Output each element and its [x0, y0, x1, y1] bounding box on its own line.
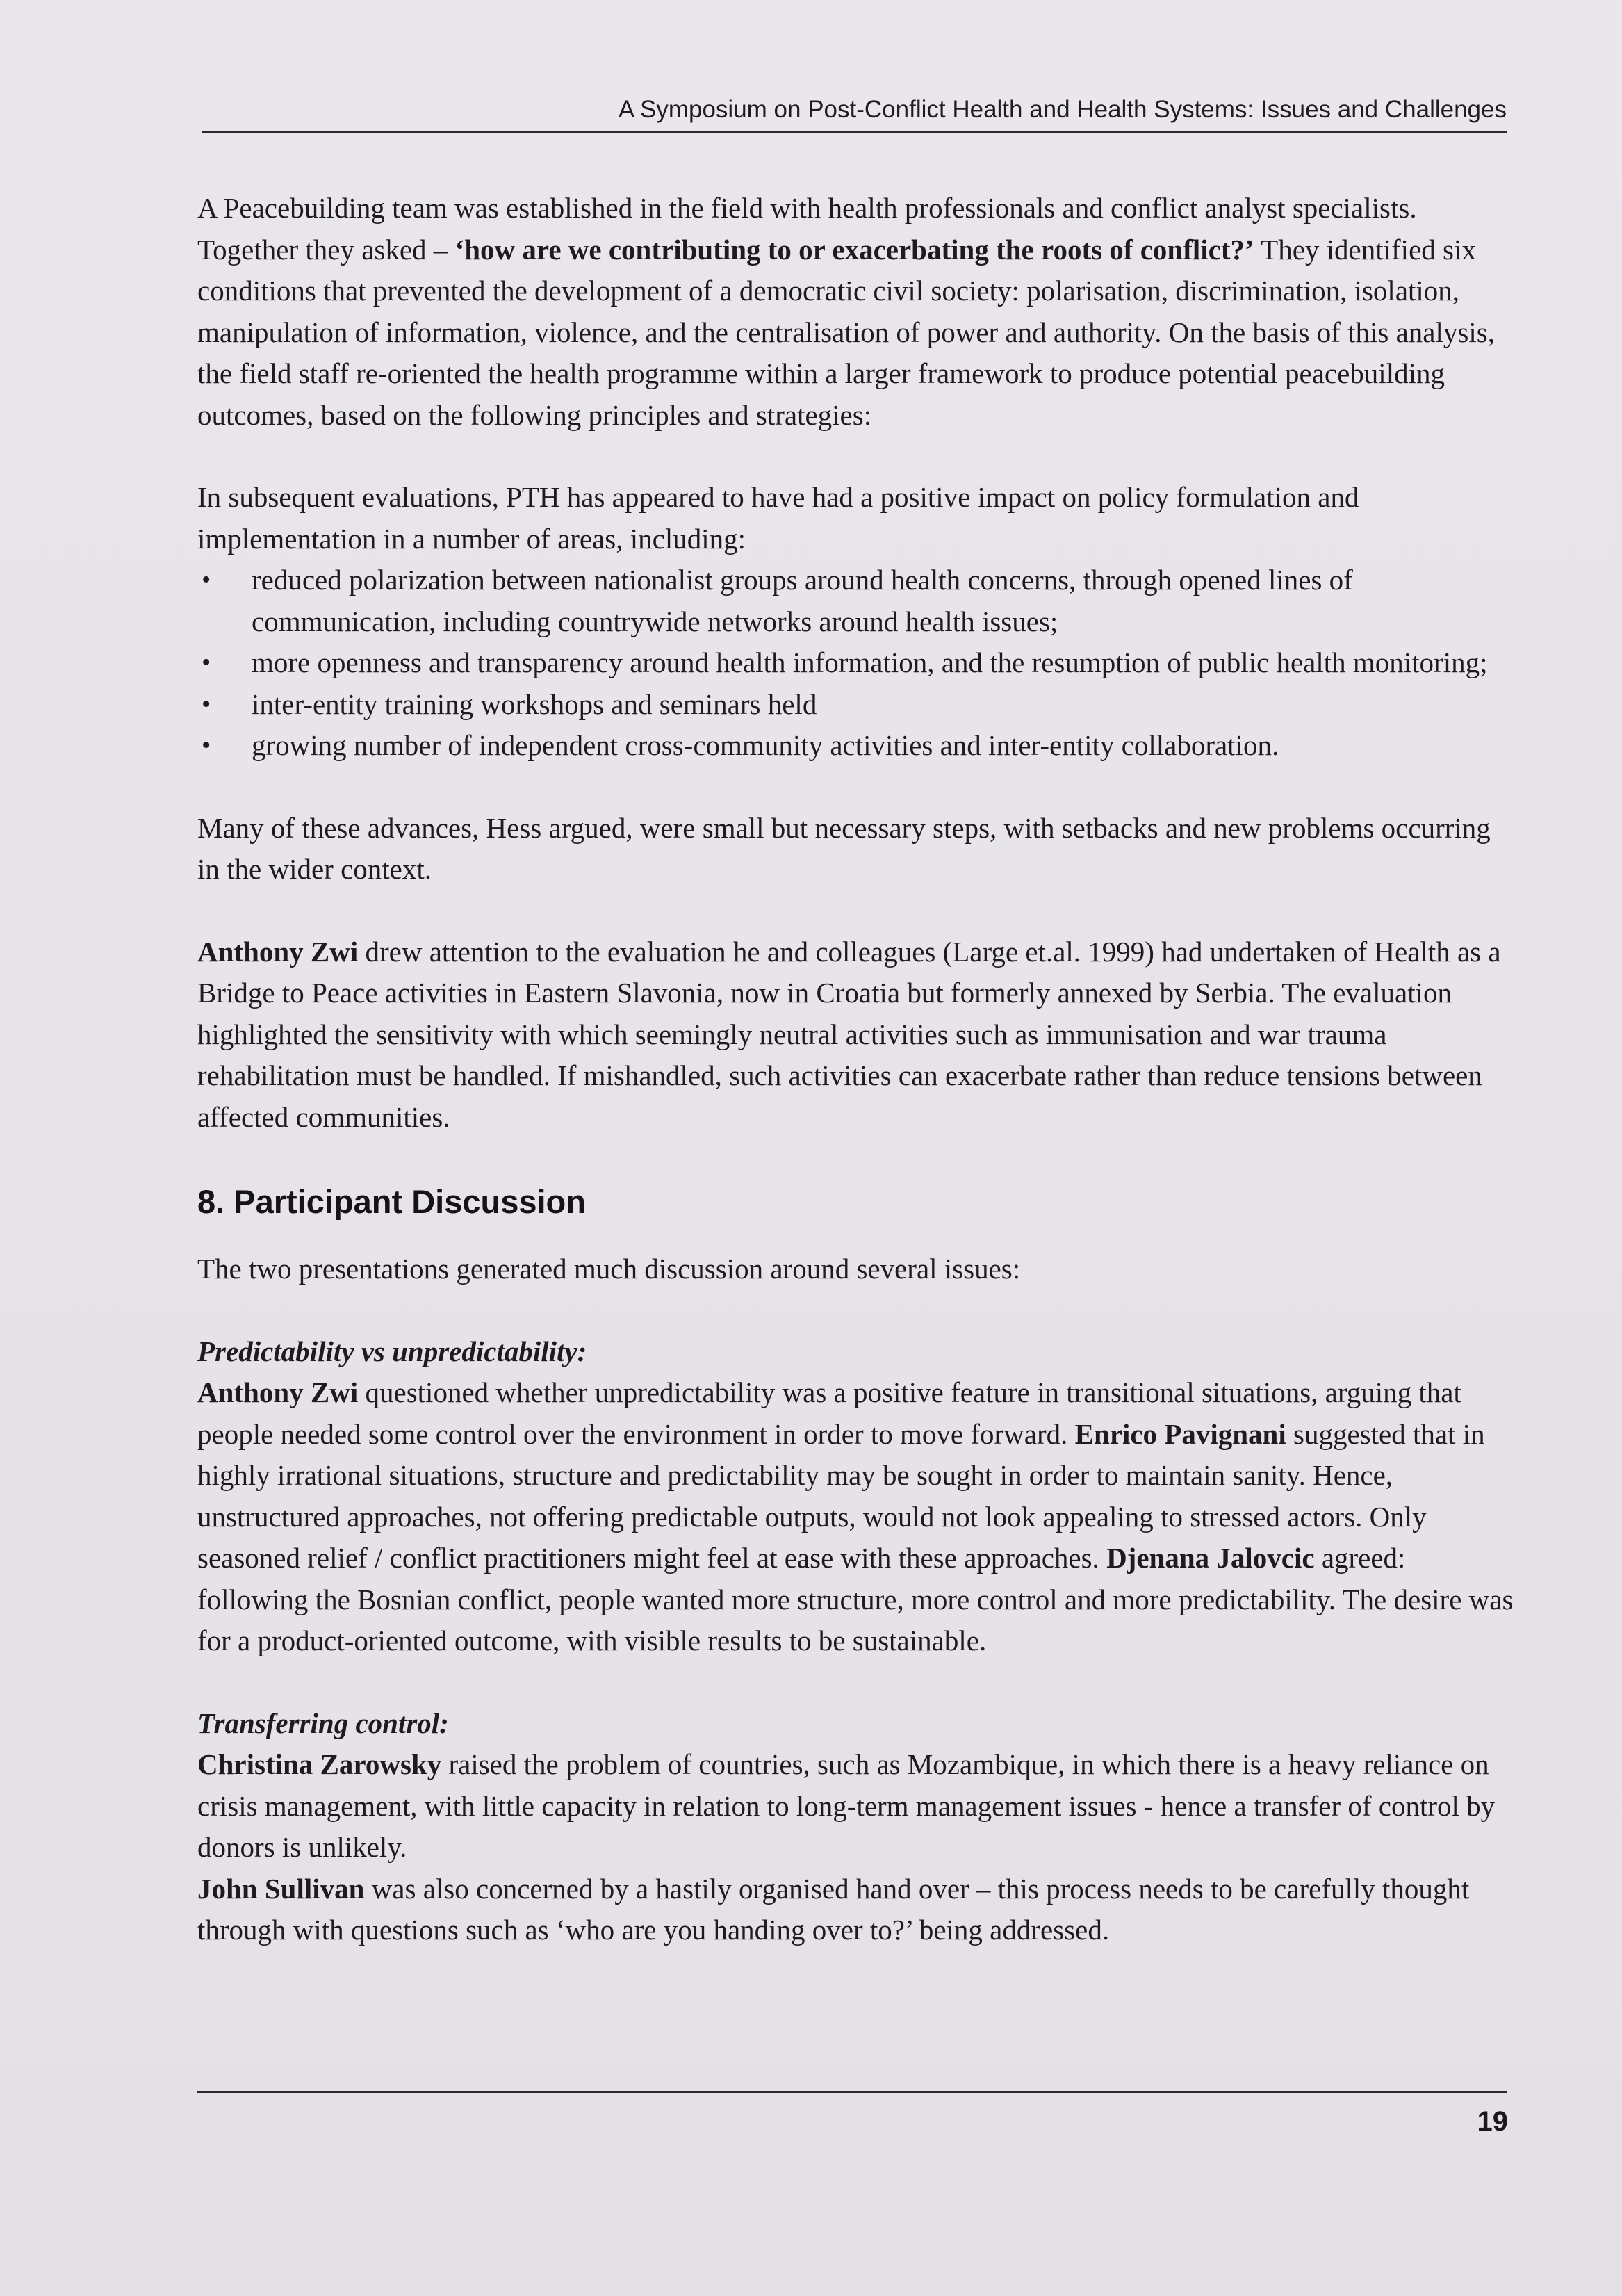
paragraph-discussion-intro: The two presentations generated much discussion around several issues:	[197, 1253, 1021, 1285]
speaker-name: Enrico Pavignani	[1074, 1417, 1286, 1450]
running-header: A Symposium on Post-Conflict Health and Health Systems: Issues and Challenges	[202, 89, 1507, 133]
speaker-name: John Sullivan	[197, 1872, 365, 1905]
paragraph-text: agreed: following the Bosnian conflict, people wanted more structure, more control and more predictability. The desire was for a product-oriented outcome, with visible results to be sustainable.	[197, 1542, 1514, 1656]
paragraph-text: was also concerned by a hastily organised hand over – this process needs to be carefully thought through with questions such as ‘who are you handing over to?’ being addressed.	[197, 1872, 1470, 1946]
paragraph-evaluations: In subsequent evaluations, PTH has appeared to have had a positive impact on policy formulation and implementation in a number of areas, including:	[197, 481, 1359, 555]
bullet-icon: •	[202, 648, 211, 677]
bullet-icon: •	[202, 689, 211, 719]
list-item-text: inter-entity training workshops and seminars held	[252, 687, 817, 720]
list-item-text: more openness and transparency around health information, and the resumption of public health monitoring;	[252, 646, 1488, 678]
subheading-transferring-control: Transferring control:	[197, 1707, 449, 1739]
list-item	[197, 560, 1514, 642]
list-item-text: growing number of independent cross-community activities and inter-entity collaboration.	[252, 729, 1279, 761]
paragraph-hess-argued: Many of these advances, Hess argued, were small but necessary steps, with setbacks and new problems occurring in the wider context.	[197, 811, 1491, 885]
paragraph-sullivan	[197, 1868, 1514, 1951]
list-item	[197, 725, 1514, 767]
subheading-predictability: Predictability vs unpredictability:	[197, 1335, 587, 1367]
paragraph-text: raised the problem of countries, such as Mozambique, in which there is a heavy reliance on crisis management, with little capacity in relation to long-term management issues - hence a transfer of control by donors is unlikely.	[197, 1748, 1496, 1863]
bullet-icon: •	[202, 731, 211, 760]
paragraph-zarowsky	[197, 1744, 1514, 1868]
list-item-text: reduced polarization between nationalist groups around health concerns, through opened lines of communication, including countrywide networks around health issues;	[252, 564, 1353, 637]
footer-rule	[197, 2091, 1507, 2093]
page-number: 19	[1477, 2106, 1508, 2137]
paragraph-text: suggested that in highly irrational situations, structure and predictability may be sought in order to maintain sanity. Hence, unstructured approaches, not offering predictable outputs, would not look appealing to stressed actors. Only seasoned relief / conflict practitioners might feel at ease with these approaches.	[197, 1417, 1485, 1574]
speaker-name: Christina Zarowsky	[197, 1748, 442, 1780]
speaker-name: Anthony Zwi	[197, 935, 359, 968]
paragraph-text: questioned whether unpredictability was a positive feature in transitional situations, arguing that people needed some control over the environment in order to move forward.	[197, 1376, 1461, 1450]
paragraph-anthony-zwi	[197, 931, 1514, 1139]
paragraph-text: A Peacebuilding team was established in the field with health professionals and conflict analyst specialists. Together they asked –	[197, 192, 1417, 266]
bullet-icon: •	[202, 565, 211, 594]
speaker-name: Anthony Zwi	[197, 1376, 359, 1408]
impact-bullet-list	[197, 560, 1514, 767]
speaker-name: Djenana Jalovcic	[1106, 1542, 1315, 1574]
body-content	[197, 188, 1514, 1951]
list-item	[197, 684, 1514, 726]
section-heading: 8. Participant Discussion	[197, 1183, 586, 1220]
paragraph-text: They identified six conditions that prevented the development of a democratic civil society: polarisation, discrimination, isolation, manipulation of information, violence, and the centralisation of power and authority. On the basis of this analysis, the field staff re-oriented the health programme within a larger framework to produce potential peacebuilding outcomes, based on the following principles and strategies:	[197, 233, 1495, 431]
list-item	[197, 642, 1514, 684]
paragraph-peacebuilding-team	[197, 188, 1514, 436]
paragraph-text: drew attention to the evaluation he and colleagues (Large et.al. 1999) had undertaken of Health as a Bridge to Peace activities in Eastern Slavonia, now in Croatia but formerly annexed by Serbia. The evaluation highlighted the sensitivity with which seemingly neutral activities such as immunisation and war trauma rehabilitation must be handled. If mishandled, such activities can exacerbate rather than reduce tensions between affected communities.	[197, 935, 1501, 1133]
paragraph-predictability	[197, 1372, 1514, 1662]
bold-question: ‘how are we contributing to or exacerbating the roots of conflict?’	[454, 233, 1254, 266]
